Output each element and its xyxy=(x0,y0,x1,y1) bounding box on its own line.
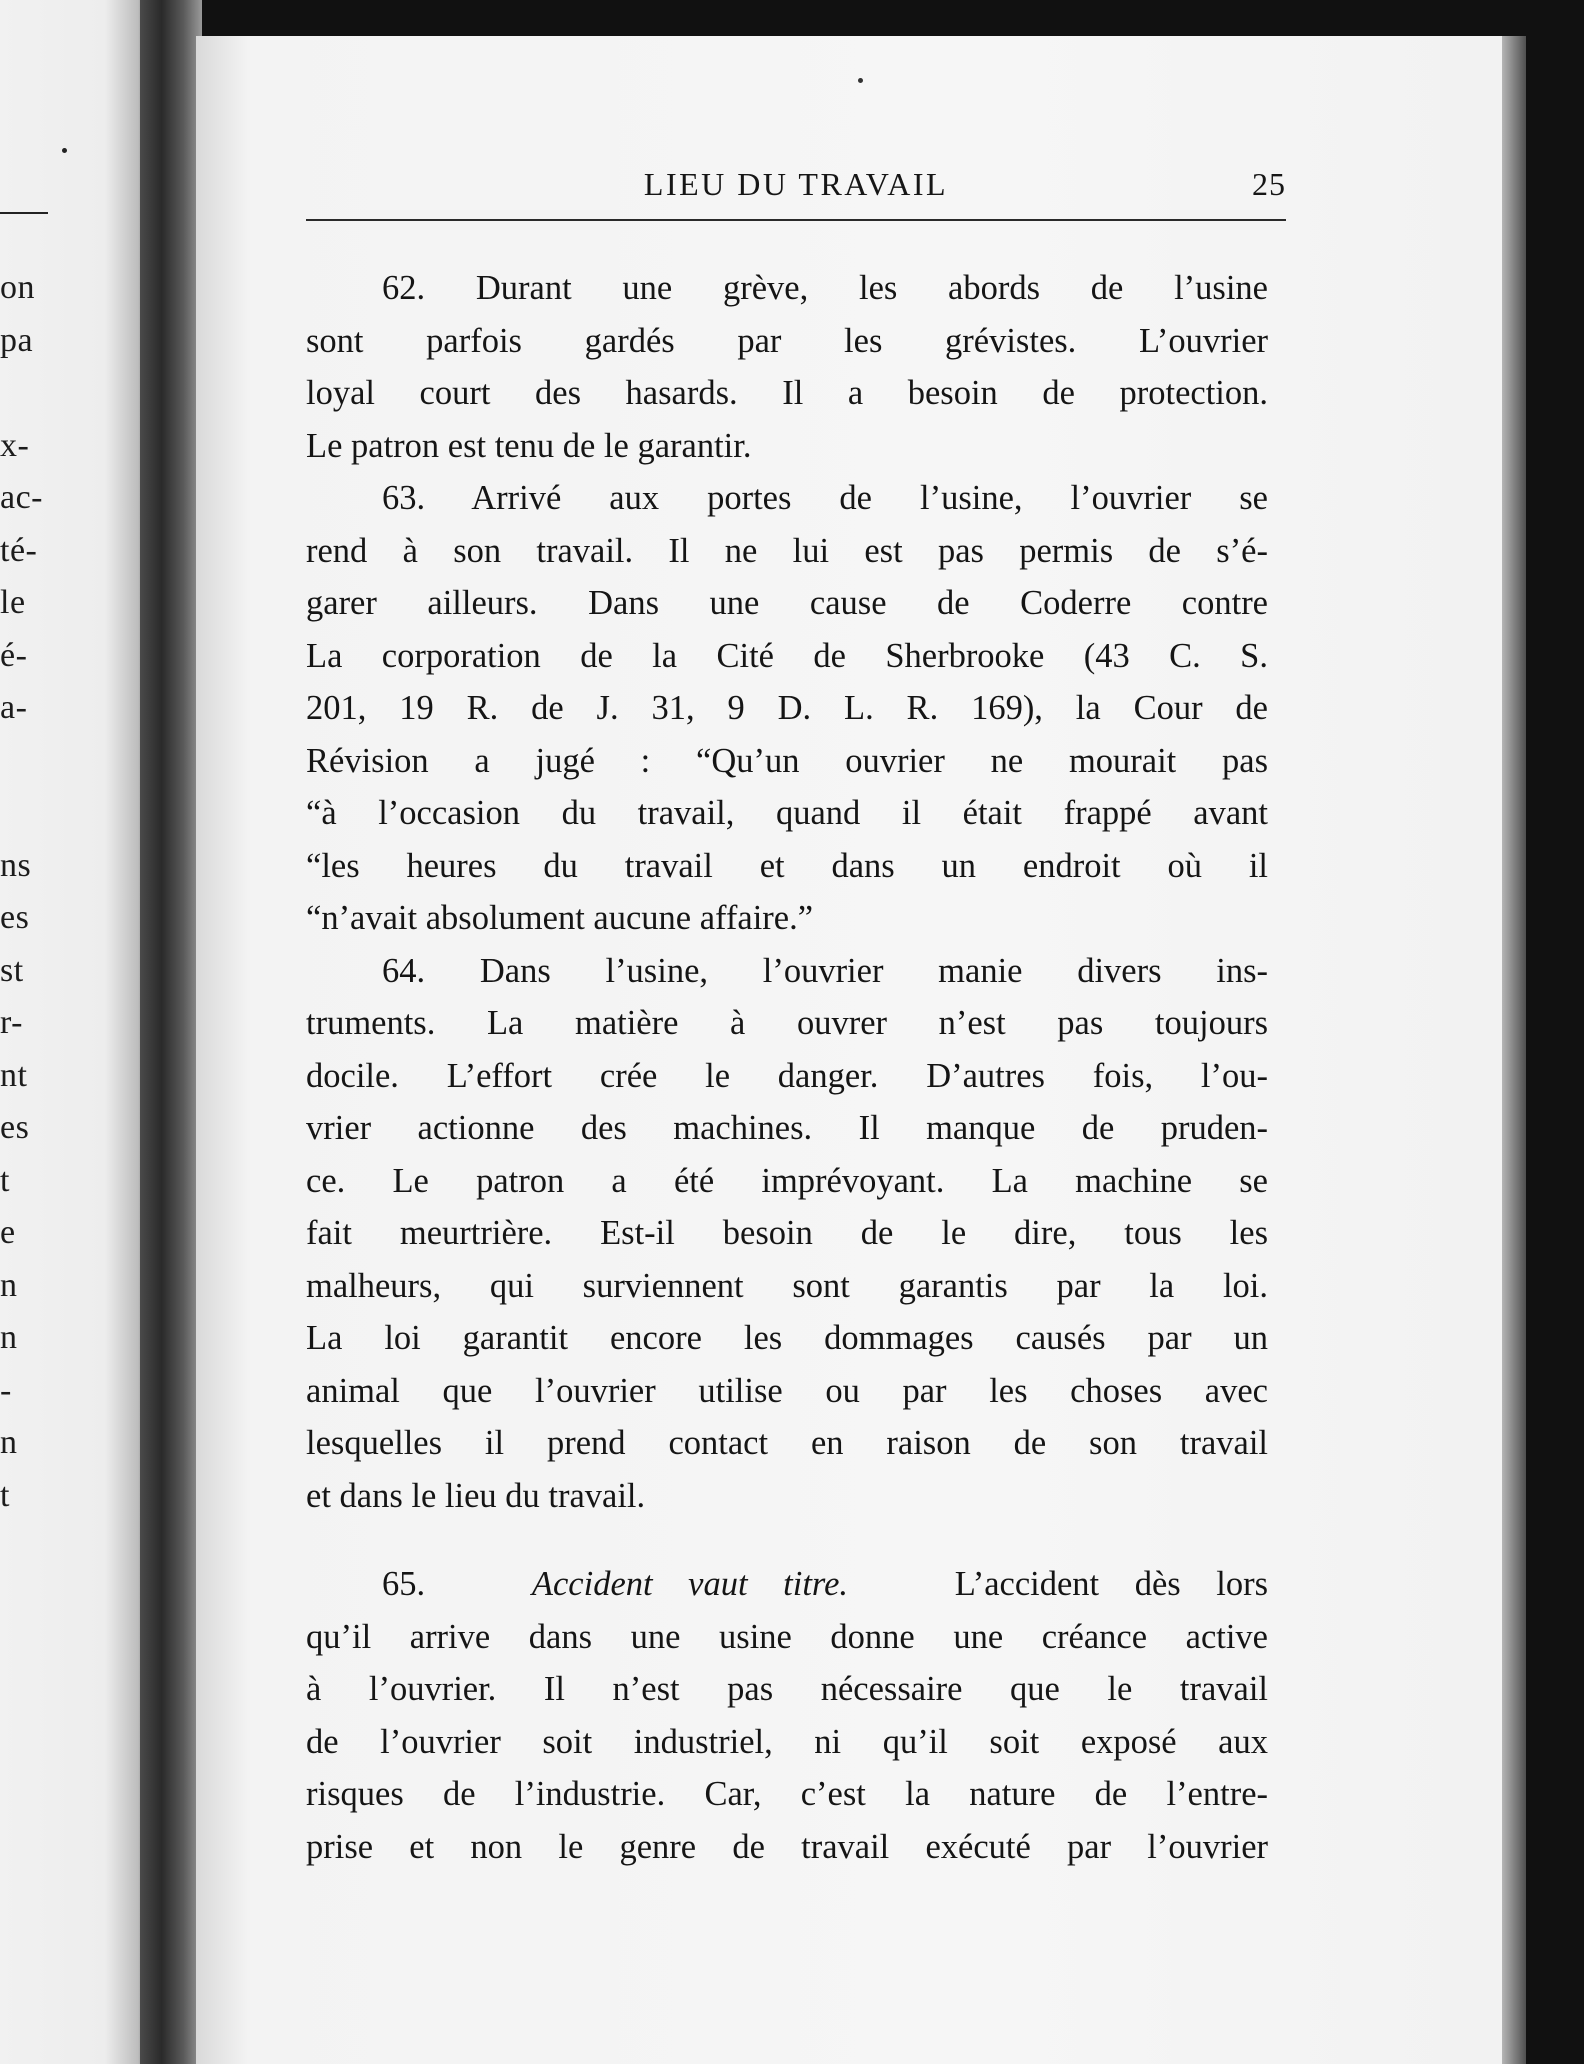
text-line: Révision a jugé : “Qu’un ouvrier ne mourait pas xyxy=(306,741,1268,780)
book-gutter-shadow xyxy=(140,0,202,2064)
text-line: 63. Arrivé aux portes de l’usine, l’ouvrier se xyxy=(382,479,1268,517)
fragment: es xyxy=(0,899,30,936)
page-edge-shadow xyxy=(1502,36,1526,2064)
facing-page-text-fragments xyxy=(0,262,60,1522)
paragraph-gap xyxy=(306,1522,1268,1558)
facing-page-left xyxy=(0,0,150,2064)
text-line: “à l’occasion du travail, quand il était frappé avant xyxy=(306,794,1268,832)
paragraph-62 xyxy=(306,262,1268,472)
paragraph-number: 65. xyxy=(382,1565,426,1603)
text-line: malheurs, qui surviennent sont garantis par la loi. xyxy=(306,1266,1268,1305)
fragment: r- xyxy=(0,1004,23,1041)
page-number: 25 xyxy=(1252,166,1286,202)
text-line xyxy=(306,1558,1268,1611)
fragment xyxy=(0,735,60,788)
text-line: 201, 19 R. de J. 31, 9 D. L. R. 169), la Cour de xyxy=(306,689,1268,727)
fragment: - xyxy=(0,1371,12,1409)
text-line: “les heures du travail et dans un endroit où il xyxy=(306,846,1268,885)
page-body xyxy=(306,262,1268,1873)
fragment: a- xyxy=(0,689,28,726)
fragment: n xyxy=(0,1266,18,1304)
text-line: et dans le lieu du travail. xyxy=(306,1476,646,1515)
fragment: es xyxy=(0,1109,30,1146)
running-title: LIEU DU TRAVAIL xyxy=(643,166,949,202)
header-rule xyxy=(306,219,1286,221)
text-line: de l’ouvrier soit industriel, ni qu’il soit exposé aux xyxy=(306,1722,1268,1761)
paragraph-63 xyxy=(306,472,1268,945)
text-line: La corporation de la Cité de Sherbrooke (43 C. S. xyxy=(306,636,1268,675)
text-run: L’accident dès lors xyxy=(954,1565,1268,1603)
text-line: vrier actionne des machines. Il manque de pruden- xyxy=(306,1109,1268,1147)
text-line: docile. L’effort crée le danger. D’autres fois, l’ou- xyxy=(306,1056,1268,1095)
running-header xyxy=(306,162,1286,210)
speck xyxy=(62,148,67,153)
paragraph-64 xyxy=(306,945,1268,1523)
paragraph-heading: Accident vaut titre. xyxy=(531,1565,849,1603)
text-line: ce. Le patron a été imprévoyant. La machine se xyxy=(306,1161,1268,1200)
text-line: animal que l’ouvrier utilise ou par les choses avec xyxy=(306,1371,1268,1410)
text-line: 64. Dans l’usine, l’ouvrier manie divers ins- xyxy=(382,951,1268,990)
fragment: st xyxy=(0,951,24,989)
text-line: à l’ouvrier. Il n’est pas nécessaire que le travail xyxy=(306,1670,1268,1708)
fragment: n xyxy=(0,1319,18,1356)
text-line: La loi garantit encore les dommages causés par un xyxy=(306,1319,1268,1357)
text-line: garer ailleurs. Dans une cause de Coderre contre xyxy=(306,584,1268,622)
text-line: Le patron est tenu de le garantir. xyxy=(306,426,752,465)
paragraph-65 xyxy=(306,1558,1268,1873)
fragment: té- xyxy=(0,531,38,569)
fragment: t xyxy=(0,1476,10,1514)
facing-page-header-rule xyxy=(0,212,48,214)
fragment: pa xyxy=(0,321,34,359)
text-line: truments. La matière à ouvrer n’est pas toujours xyxy=(306,1004,1268,1042)
text-line: prise et non le genre de travail exécuté par l’ouvrier xyxy=(306,1827,1268,1866)
text-line: “n’avait absolument aucune affaire.” xyxy=(306,899,814,937)
fragment xyxy=(0,367,60,420)
fragment: le xyxy=(0,584,26,621)
fragment: ac- xyxy=(0,479,44,516)
fragment: ns xyxy=(0,846,32,884)
text-line: loyal court des hasards. Il a besoin de protection. xyxy=(306,374,1268,412)
text-line: fait meurtrière. Est-il besoin de le dire, tous les xyxy=(306,1214,1268,1252)
fragment xyxy=(0,787,60,840)
fragment: x- xyxy=(0,426,30,464)
text-line: qu’il arrive dans une usine donne une créance active xyxy=(306,1617,1268,1656)
text-line: risques de l’industrie. Car, c’est la nature de l’entre- xyxy=(306,1775,1268,1813)
speck xyxy=(858,78,863,83)
fragment: e xyxy=(0,1214,16,1251)
fragment: on xyxy=(0,269,35,306)
fragment: nt xyxy=(0,1056,28,1094)
text-line: 62. Durant une grève, les abords de l’usine xyxy=(382,269,1268,307)
text-line: sont parfois gardés par les grévistes. L’ouvrier xyxy=(306,321,1268,360)
fragment: t xyxy=(0,1161,10,1199)
fragment: n xyxy=(0,1424,18,1461)
fragment: é- xyxy=(0,636,28,674)
text-line: lesquelles il prend contact en raison de son travail xyxy=(306,1424,1268,1462)
text-line: rend à son travail. Il ne lui est pas permis de s’é- xyxy=(306,531,1268,570)
